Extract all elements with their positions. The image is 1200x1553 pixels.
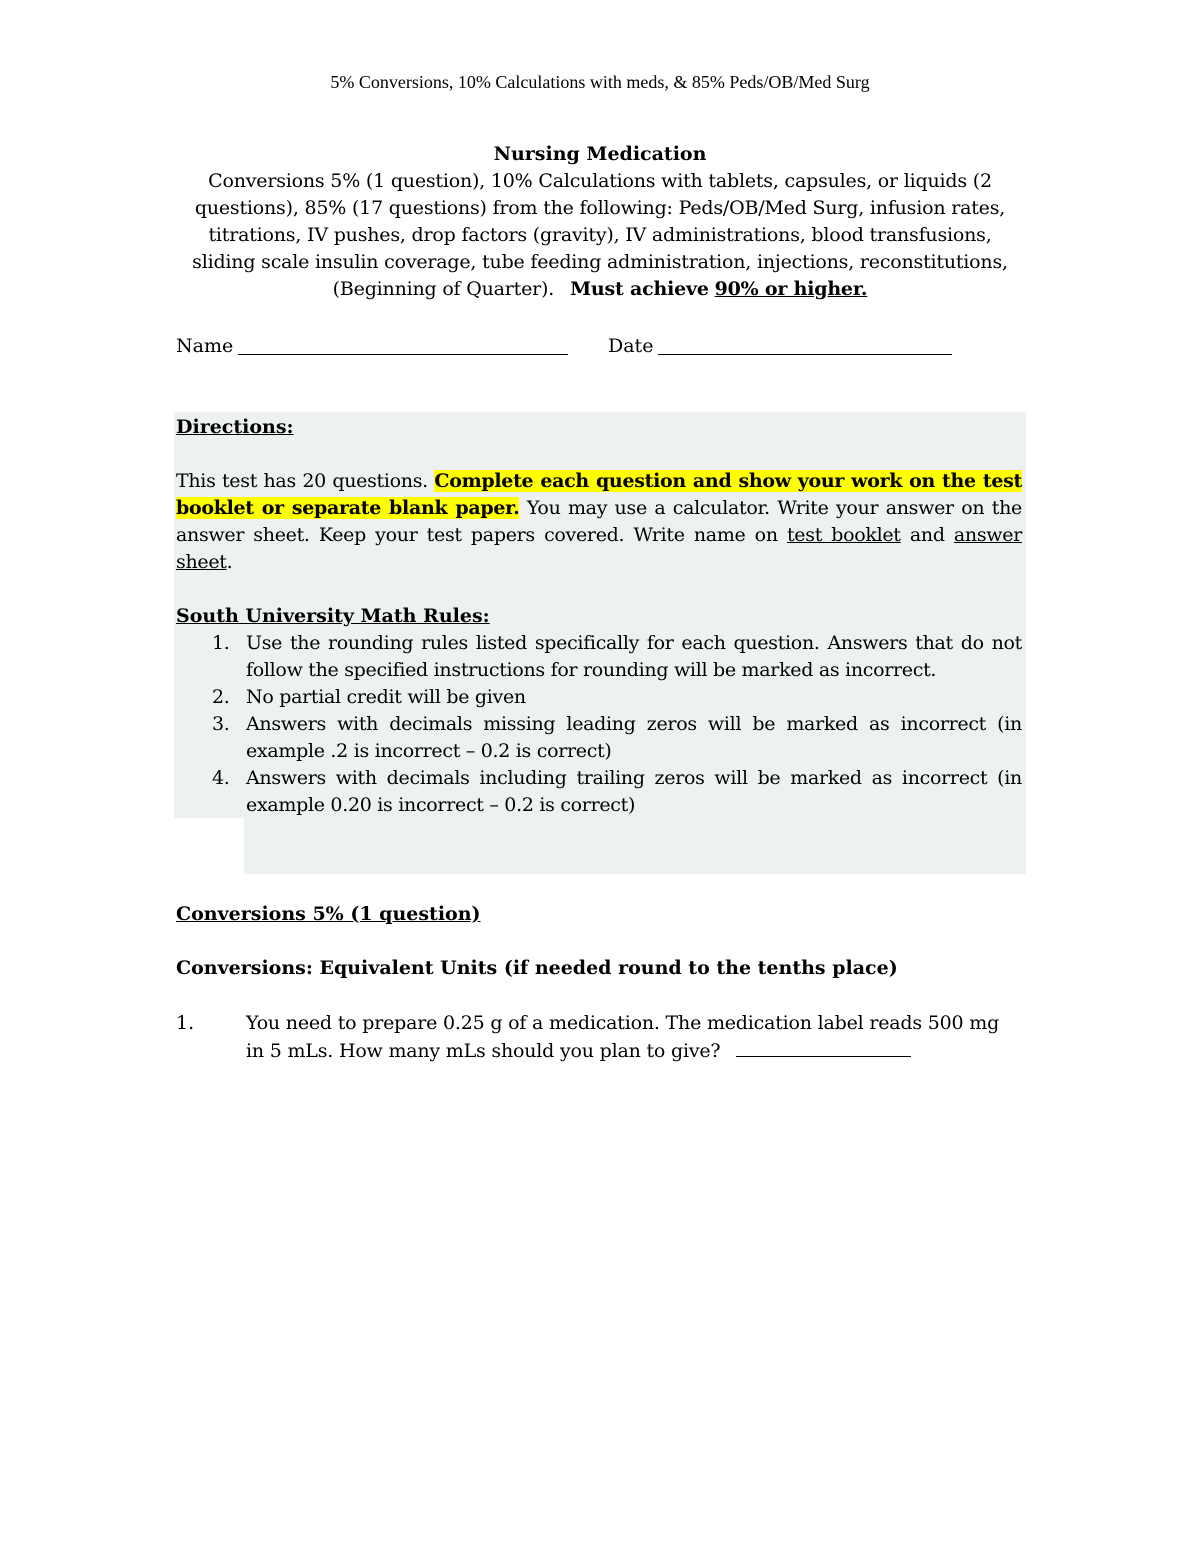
page-header: 5% Conversions, 10% Calculations with meds, & 85% Peds/OB/Med Surg	[330, 72, 870, 92]
date-blank-line[interactable]	[658, 354, 952, 355]
question-number: 1.	[176, 1012, 195, 1034]
directions-heading: Directions:	[176, 416, 294, 438]
directions-section	[176, 414, 1022, 819]
must-achieve-score: 90% or higher.	[714, 278, 868, 300]
answer-sheet-text: answer sheet	[176, 524, 1022, 573]
math-rule-text: Answers with decimals including trailing zeros will be marked as incorrect (in example 0.20 is incorrect – 0.2 is correct)	[246, 767, 1022, 816]
directions-paragraph	[176, 468, 1022, 576]
directions-period: .	[226, 551, 233, 573]
math-rule-text: Answers with decimals missing leading zeros will be marked as incorrect (in example .2 is incorrect – 0.2 is correct)	[246, 713, 1022, 762]
math-rule-text: Use the rounding rules listed specifically for each question. Answers that do not follow the specified instructions for rounding will be marked as incorrect.	[246, 632, 1022, 681]
math-rule-item	[176, 711, 1022, 765]
title-block	[176, 141, 1024, 303]
conversions-heading: Conversions 5% (1 question)	[176, 903, 481, 925]
name-label: Name	[176, 335, 234, 357]
directions-box-notch	[174, 818, 244, 875]
conversions-subheading: Conversions: Equivalent Units (if needed round to the tenths place)	[176, 957, 898, 979]
document-intro	[176, 168, 1024, 303]
and-word: and	[909, 524, 945, 546]
math-rules-list	[176, 630, 1022, 819]
intro-text: Conversions 5% (1 question), 10% Calculations with tablets, capsules, or liquids (2 questions), 85% (17 questions) from the following: Peds/OB/Med Surg, infusion rates, titrations, IV pushes, drop factors (gravity), IV administrations, blood transfusions, sliding scale insulin coverage, tube feeding administration, injections, reconstitutions, (Beginning of Quarter).	[192, 170, 1008, 300]
math-rule-number: 2.	[212, 686, 230, 708]
math-rule-number: 1.	[212, 632, 230, 654]
directions-highlight: Complete each question and show your work on the test booklet or separate blank paper.	[176, 470, 1022, 519]
math-rule-item	[176, 630, 1022, 684]
test-booklet-text: test booklet	[786, 524, 901, 546]
directions-text-start: This test has 20 questions.	[176, 470, 428, 492]
math-rule-number: 4.	[212, 767, 230, 789]
name-blank-line[interactable]	[238, 354, 568, 355]
math-rule-item	[176, 765, 1022, 819]
must-achieve-prefix: Must achieve	[570, 278, 709, 300]
question-text: You need to prepare 0.25 g of a medication. The medication label reads 500 mg in 5 mLs. How many mLs should you plan to give?	[246, 1012, 1000, 1062]
document-title: Nursing Medication	[493, 143, 707, 165]
question-text-wrap	[246, 1010, 1022, 1065]
directions-text-middle: You may use a calculator. Write your answer on the answer sheet. Keep your test papers covered. Write name on	[176, 497, 1022, 546]
math-rule-number: 3.	[212, 713, 230, 735]
date-label: Date	[608, 335, 654, 357]
answer-blank-line[interactable]	[736, 1037, 911, 1057]
math-rule-text: No partial credit will be given	[246, 686, 526, 708]
math-rule-item	[176, 684, 1022, 711]
math-rules-heading: South University Math Rules:	[176, 605, 490, 627]
